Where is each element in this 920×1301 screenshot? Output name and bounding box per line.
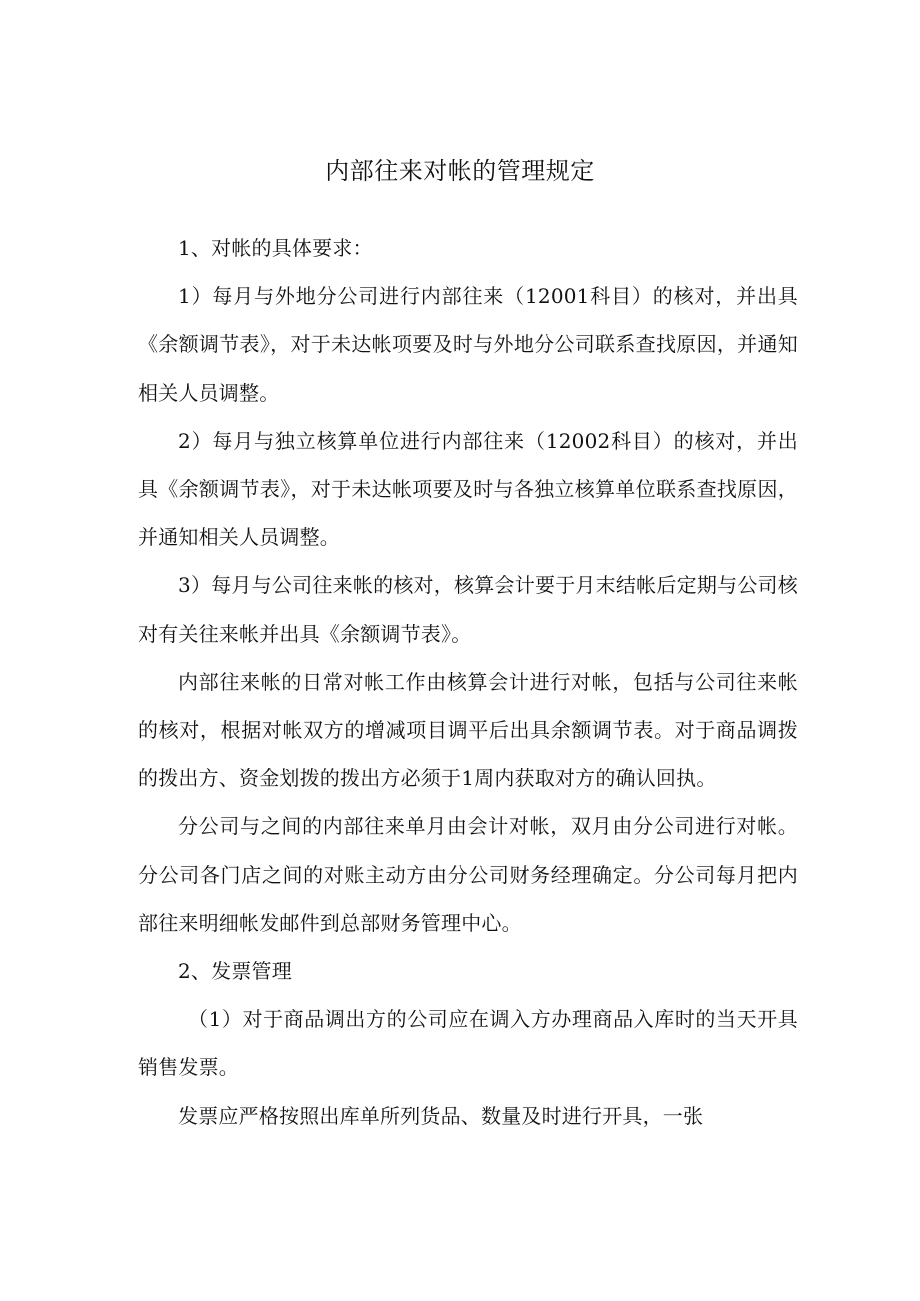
document-title: 内部往来对帐的管理规定 — [325, 157, 595, 185]
paragraph-daily-reconciliation: 内部往来帐的日常对帐工作由核算会计进行对帐，包括与公司往来帐的核对，根据对帐双方的增减项目调平后出具余额调节表。对于商品调拨的拨出方、资金划拨的拨出方必须于1周内获取对方的确认回执。 — [138, 669, 798, 791]
paragraph-branch-reconciliation: 分公司与之间的内部往来单月由会计对帐，双月由分公司进行对帐。分公司各门店之间的对账主动方由分公司财务经理确定。分公司每月把内部往来明细帐发邮件到总部财务管理中心。 — [138, 814, 798, 935]
paragraph-item-3: 3）每月与公司往来帐的核对，核算会计要于月末结帐后定期与公司核对有关往来帐并出具《余额调节表》。 — [138, 573, 798, 646]
section-heading-invoice: 2、发票管理 — [178, 959, 292, 984]
paragraph-invoice-item-1: （1）对于商品调出方的公司应在调入方办理商品入库时的当天开具销售发票。 — [138, 1007, 798, 1080]
paragraph-item-1: 1）每月与外地分公司进行内部往来（12001科目）的核对，并出具《余额调节表》，对于未达帐项要及时与外地分公司联系查找原因，并通知相关人员调整。 — [138, 284, 798, 405]
paragraph-item-2: 2）每月与独立核算单位进行内部往来（12002科目）的核对，并出具《余额调节表》，对于未达帐项要及时与各独立核算单位联系查找原因，并通知相关人员调整。 — [138, 428, 798, 550]
section-heading-reconciliation: 1、对帐的具体要求： — [178, 236, 373, 260]
document-body — [138, 224, 798, 1140]
paragraph-invoice-rule: 发票应严格按照出库单所列货品、数量及时进行开具，一张 — [178, 1103, 704, 1128]
